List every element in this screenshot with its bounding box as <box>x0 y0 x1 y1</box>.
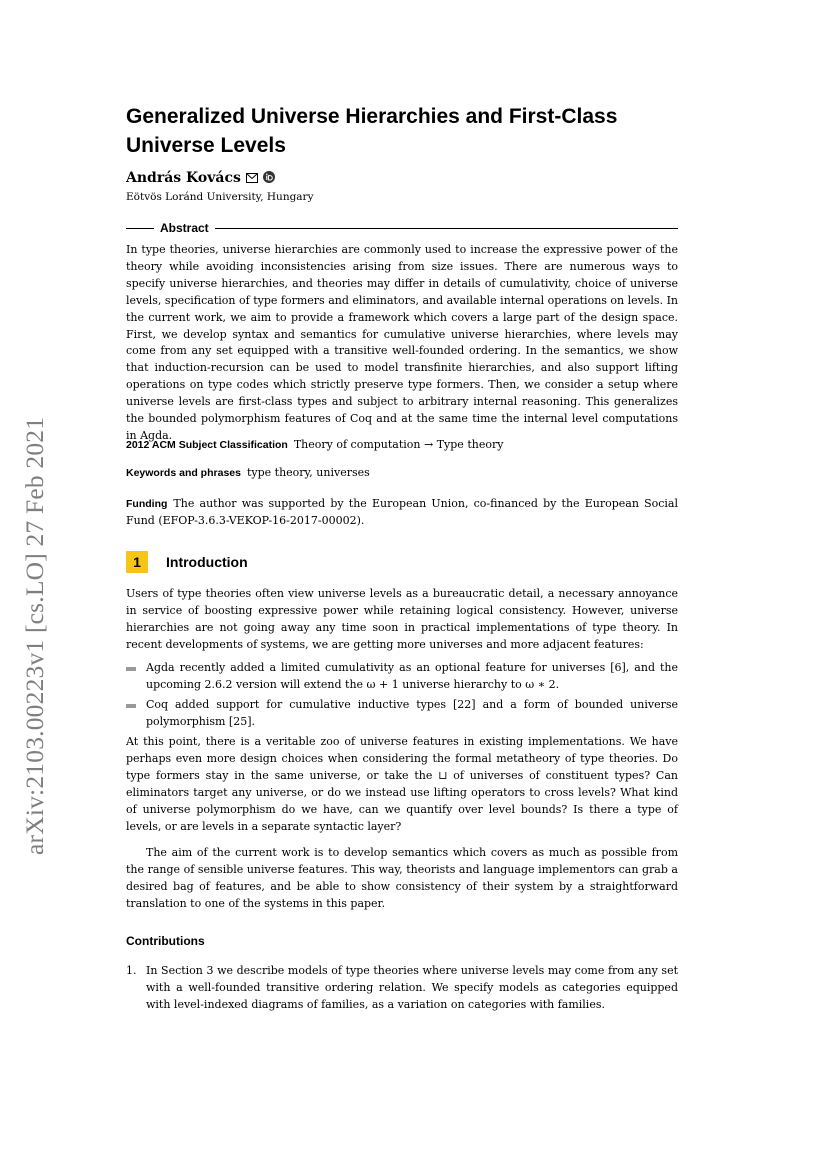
list-item <box>146 660 678 694</box>
abstract-heading <box>126 221 678 235</box>
contribution-item <box>126 963 678 1014</box>
list-item <box>146 697 678 731</box>
funding <box>126 496 678 530</box>
contribution-number: 1. <box>126 964 137 977</box>
intro-paragraph-1: Users of type theories often view universe levels as a bureaucratic detail, a necessary annoyance in service of boosting expressive power while retaining logical consistency. However, universe hierarchies are not going away any time soon in practical implementations of type theory. In recent developments of systems, we are getting more universes and more adjacent features: <box>126 587 678 651</box>
intro-paragraph-2: At this point, there is a veritable zoo of universe features in existing implementations. We have perhaps even more design choices when considering the formal metatheory of type theories. Do type formers stay in the same universe, or take the ⊔ of universes of constituent types? Can eliminators target any universe, or do we instead use lifting operators to cross levels? What kind of universe polymorphism do we have, can we quantify over level bounds? Is there a type of levels, or are levels in a separate syntactic layer? <box>126 735 678 833</box>
author-line <box>126 170 275 187</box>
funding-label: Funding <box>126 498 168 510</box>
arxiv-stamp: arXiv:2103.00223v1 [cs.LO] 27 Feb 2021 <box>20 416 49 855</box>
keywords <box>126 465 678 482</box>
paper-title: Generalized Universe Hierarchies and First-Class Universe Levels <box>126 105 618 157</box>
section-number: 1 <box>126 551 148 573</box>
affiliation: Eötvös Loránd University, Hungary <box>126 191 314 203</box>
keywords-label: Keywords and phrases <box>126 467 241 479</box>
author-name: András Kovács <box>126 170 241 186</box>
abstract-heading-label: Abstract <box>160 221 209 235</box>
list-item-text: Agda recently added a limited cumulativity as an optional feature for universes [6], and the upcoming 2.6.2 version will extend the ω + 1 universe hierarchy to ω ∗ 2. <box>146 661 678 691</box>
abstract-rule-left <box>126 228 154 229</box>
intro-paragraph-3: The aim of the current work is to develop semantics which covers as much as possible from the range of sensible universe features. This way, theorists and language implementors can grab a desired bag of features, and be able to show consistency of their system by a straightforward translation to one of the systems in this paper. <box>126 846 678 910</box>
keywords-value: type theory, universes <box>246 466 370 479</box>
list-item-text: Coq added support for cumulative inductive types [22] and a form of bounded universe polymorphism [25]. <box>146 698 678 728</box>
contributions-heading: Contributions <box>126 934 205 948</box>
funding-value: The author was supported by the European Union, co-financed by the European Social Fund (EFOP-3.6.3-VEKOP-16-2017-00002). <box>126 497 678 527</box>
acs-value: Theory of computation → Type theory <box>293 438 504 451</box>
orcid-icon[interactable] <box>263 171 275 187</box>
acs-label: 2012 ACM Subject Classification <box>126 439 288 451</box>
section-title: Introduction <box>166 554 248 570</box>
acs-classification <box>126 437 678 454</box>
bullet-icon <box>126 704 136 708</box>
contribution-text: In Section 3 we describe models of type theories where universe levels may come from any set with a well-founded transitive ordering relation. We specify models as categories equipped with level-indexed diagrams of families, as a variation on categories with families. <box>146 964 678 1011</box>
abstract-rule-right <box>215 228 678 229</box>
email-icon[interactable] <box>246 171 258 187</box>
abstract-text: In type theories, universe hierarchies are commonly used to increase the expressive power of the theory while avoiding inconsistencies arising from size issues. There are numerous ways to specify universe hierarchies, and theories may differ in details of cumulativity, choice of universe levels, specification of type formers and eliminators, and available internal operations on levels. In the current work, we aim to provide a framework which covers a large part of the design space. First, we develop syntax and semantics for cumulative universe hierarchies, where levels may come from any set equipped with a transitive well-founded ordering. In the semantics, we show that induction-recursion can be used to model transfinite hierarchies, and also support lifting operations on type codes which strictly preserve type formers. Then, we consider a setup where universe levels are first-class types and subject to arbitrary internal reasoning. This generalizes the bounded polymorphism features of Coq and at the same time the internal level computations in Agda. <box>126 243 678 442</box>
bullet-icon <box>126 667 136 671</box>
section-heading <box>126 551 248 573</box>
